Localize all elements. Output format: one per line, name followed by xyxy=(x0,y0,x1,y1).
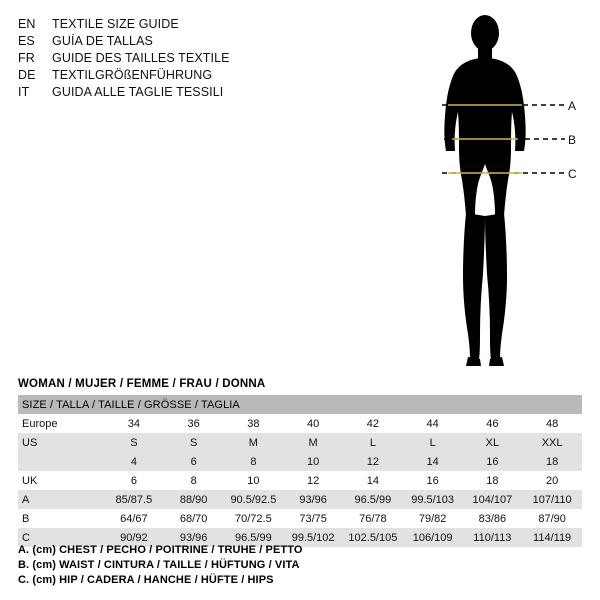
table-caption: WOMAN / MUJER / FEMME / FRAU / DONNA xyxy=(18,378,266,390)
table-cell: M xyxy=(283,433,343,452)
measurement-legend xyxy=(18,543,582,588)
language-code: DE xyxy=(18,68,36,82)
row-label: A xyxy=(18,490,104,509)
table-cell: 20 xyxy=(546,474,559,487)
table-cell: 8 xyxy=(190,474,197,487)
table-cell: 114/119 xyxy=(522,528,582,547)
table-cell: 34 xyxy=(127,417,140,430)
language-header xyxy=(18,16,348,101)
table-cell: 6 xyxy=(130,474,137,487)
language-text: TEXTILE SIZE GUIDE xyxy=(52,17,179,31)
row-label: C xyxy=(18,528,104,547)
language-row xyxy=(18,84,348,101)
table-cell: 90/92 xyxy=(104,528,164,547)
size-table-area xyxy=(18,378,582,547)
table-cell: 93/96 xyxy=(283,490,343,509)
table-cell: 12 xyxy=(343,452,403,471)
language-code: FR xyxy=(18,51,35,65)
table-cell: 40 xyxy=(307,417,320,430)
row-label: US xyxy=(18,433,104,452)
table-cell: 102.5/105 xyxy=(343,528,403,547)
legend-item-a: A. (cm) CHEST / PECHO / POITRINE / TRUHE / PETTO xyxy=(18,544,303,556)
table-cell: 83/86 xyxy=(478,512,507,525)
table-cell: 107/110 xyxy=(522,490,582,509)
table-cell: 106/109 xyxy=(403,528,463,547)
table-cell: XL xyxy=(463,433,523,452)
table-cell: 87/90 xyxy=(538,512,566,525)
table-row xyxy=(18,452,582,471)
table-cell: 46 xyxy=(486,417,499,430)
table-cell: S xyxy=(164,433,224,452)
table-cell: 16 xyxy=(463,452,523,471)
legend-item-b: B. (cm) WAIST / CINTURA / TAILLE / HÜFTUNG / VITA xyxy=(18,559,300,571)
table-row xyxy=(18,471,582,490)
table-row xyxy=(18,490,582,509)
table-row xyxy=(18,414,582,433)
table-cell: 96.5/99 xyxy=(224,528,284,547)
row-label: UK xyxy=(22,474,38,487)
table-cell: 12 xyxy=(307,474,320,487)
table-cell: 16 xyxy=(426,474,439,487)
table-cell: M xyxy=(224,433,284,452)
table-header-label: SIZE / TALLA / TAILLE / GRÖSSE / TAGLIA xyxy=(18,395,582,414)
table-cell: 14 xyxy=(403,452,463,471)
row-label: Europe xyxy=(22,417,58,430)
table-cell: 38 xyxy=(247,417,260,430)
table-cell: 93/96 xyxy=(164,528,224,547)
language-code: EN xyxy=(18,17,36,31)
table-cell: 70/72.5 xyxy=(235,512,272,525)
language-text: GUIDA ALLE TAGLIE TESSILI xyxy=(52,85,224,99)
table-cell: 8 xyxy=(224,452,284,471)
table-row xyxy=(18,509,582,528)
table-cell: 76/78 xyxy=(359,512,387,525)
table-cell: 99.5/103 xyxy=(403,490,463,509)
table-cell: 6 xyxy=(164,452,224,471)
table-cell: L xyxy=(403,433,463,452)
row-label: B xyxy=(22,512,30,525)
table-cell: S xyxy=(104,433,164,452)
table-cell: 10 xyxy=(283,452,343,471)
table-cell: 99.5/102 xyxy=(283,528,343,547)
table-row xyxy=(18,433,582,452)
table-cell: 44 xyxy=(426,417,439,430)
language-text: GUÍA DE TALLAS xyxy=(52,34,153,48)
table-cell: 42 xyxy=(366,417,379,430)
silhouette-svg xyxy=(380,8,590,373)
size-table xyxy=(18,395,582,547)
row-label xyxy=(18,452,104,471)
table-cell: 36 xyxy=(187,417,200,430)
language-text: GUIDE DES TAILLES TEXTILE xyxy=(52,51,230,65)
measure-label-a: A xyxy=(568,99,577,113)
table-cell: 48 xyxy=(546,417,559,430)
table-cell: 4 xyxy=(104,452,164,471)
table-cell: 85/87.5 xyxy=(104,490,164,509)
body-silhouette xyxy=(444,15,525,366)
table-cell: 68/70 xyxy=(179,512,208,525)
table-cell: L xyxy=(343,433,403,452)
table-cell: 104/107 xyxy=(463,490,523,509)
table-cell: 79/82 xyxy=(418,512,447,525)
female-silhouette-figure xyxy=(380,8,590,373)
language-row xyxy=(18,50,348,67)
table-cell: 88/90 xyxy=(164,490,224,509)
table-cell: 90.5/92.5 xyxy=(224,490,284,509)
measure-label-c: C xyxy=(568,167,577,181)
table-cell: 18 xyxy=(522,452,582,471)
language-code: ES xyxy=(18,34,35,48)
table-header-row xyxy=(18,395,582,414)
table-cell: 73/75 xyxy=(299,512,327,525)
table-cell: 10 xyxy=(247,474,260,487)
table-cell: XXL xyxy=(522,433,582,452)
table-cell: 14 xyxy=(366,474,379,487)
table-cell: 18 xyxy=(486,474,499,487)
language-row xyxy=(18,67,348,84)
language-text: TEXTILGRÖßENFÜHRUNG xyxy=(52,68,213,82)
table-cell: 96.5/99 xyxy=(343,490,403,509)
legend-item-c: C. (cm) HIP / CADERA / HANCHE / HÜFTE / HIPS xyxy=(18,574,274,586)
table-cell: 110/113 xyxy=(463,528,523,547)
language-row xyxy=(18,33,348,50)
table-cell: 64/67 xyxy=(120,512,148,525)
measure-label-b: B xyxy=(568,133,577,147)
language-row xyxy=(18,16,348,33)
language-code: IT xyxy=(18,85,30,99)
